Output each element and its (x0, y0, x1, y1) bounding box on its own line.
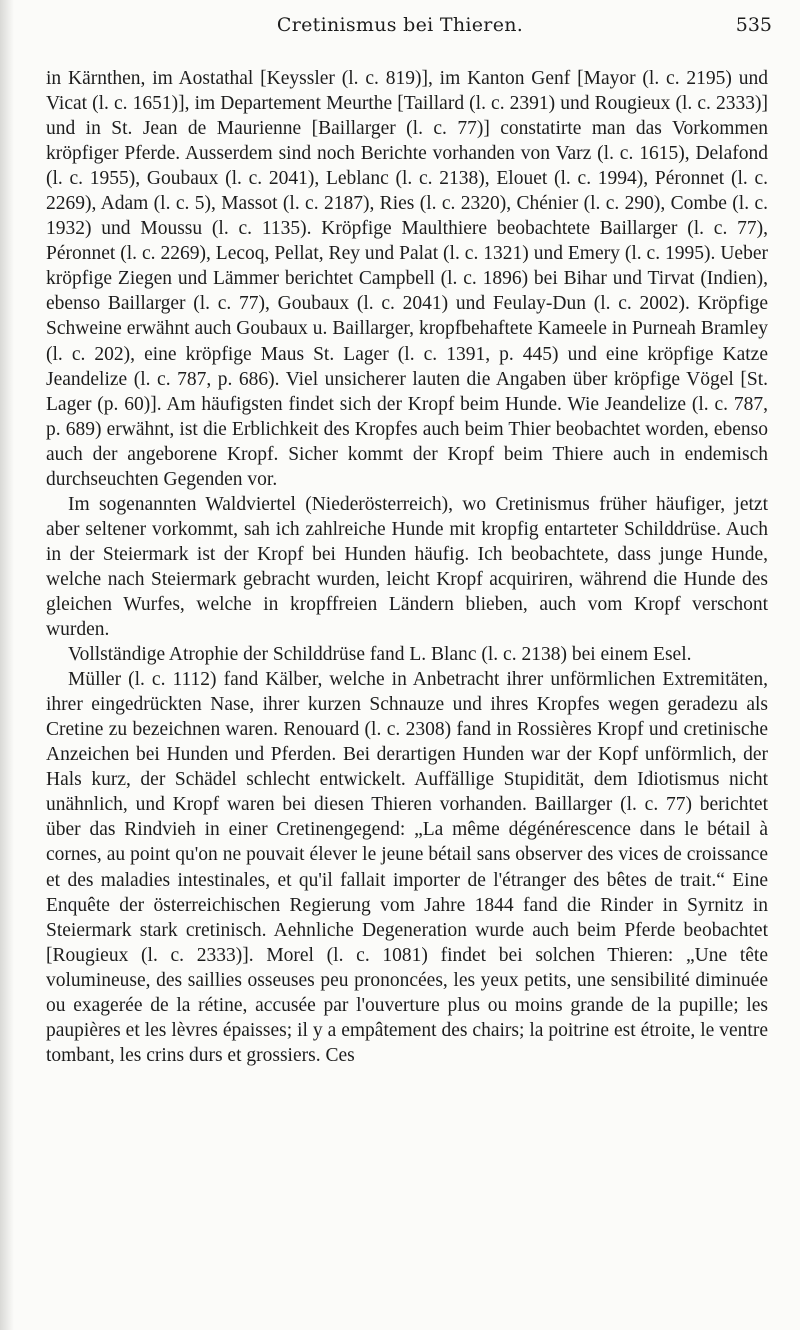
page-edge-shadow (0, 0, 14, 1330)
paragraph-1: in Kärnthen, im Aostathal [Keyssler (l. c. 819)], im Kanton Genf [Mayor (l. c. 2195) und Vicat (l. c. 1651)], im Departement Meurthe [Taillard (l. c. 2391) und Rougieux (l. c. 2333)] und in St. Jean de Maurienne [Baillarger (l. c. 77)] constatirte man das Vorkommen kröpfiger Pferde. Ausserdem sind noch Berichte vorhanden von Varz (l. c. 1615), Delafond (l. c. 1955), Goubaux (l. c. 2041), Leblanc (l. c. 2138), Elouet (l. c. 1994), Péronnet (l. c. 2269), Adam (l. c. 5), Massot (l. c. 2187), Ries (l. c. 2320), Chénier (l. c. 290), Combe (l. c. 1932) und Moussu (l. c. 1135). Kröpfige Maulthiere beobachtete Baillarger (l. c. 77), Péronnet (l. c. 2269), Lecoq, Pellat, Rey und Palat (l. c. 1321) und Emery (l. c. 1995). Ueber kröpfige Ziegen und Lämmer berichtet Campbell (l. c. 1896) bei Bihar und Tirvat (Indien), ebenso Baillarger (l. c. 77), Goubaux (l. c. 2041) und Feulay-Dun (l. c. 2002). Kröpfige Schweine erwähnt auch Goubaux u. Baillarger, kropfbehaftete Kameele in Purneah Bramley (l. c. 202), eine kröpfige Maus St. Lager (l. c. 1391, p. 445) und eine kröpfige Katze Jeandelize (l. c. 787, p. 686). Viel unsicherer lauten die Angaben über kröpfige Vögel [St. Lager (p. 60)]. Am häufigsten findet sich der Kropf beim Hunde. Wie Jeandelize (l. c. 787, p. 689) erwähnt, ist die Erblichkeit des Kropfes auch beim Thier beobachtet worden, ebenso auch der angeborene Kropf. Sicher kommt der Kropf beim Thiere auch in endemisch durchseuchten Gegenden vor. (46, 68, 768, 490)
body-text (46, 66, 768, 1068)
running-head-title: Cretinismus bei Thieren. (276, 14, 524, 36)
paragraph-2: Im sogenannten Waldviertel (Niederösterreich), wo Cretinismus früher häufiger, jetzt aber seltener vorkommt, sah ich zahlreiche Hunde mit kropfig entarteter Schilddrüse. Auch in der Steiermark ist der Kropf bei Hunden häufig. Ich beobachtete, dass junge Hunde, welche nach Steiermark gebracht wurden, leicht Kropf acquiriren, während die Hunde des gleichen Wurfes, welche in kropffreien Ländern blieben, auch vom Kropf verschont wurden. (46, 493, 768, 641)
page-number: 535 (735, 14, 772, 36)
running-head (0, 14, 800, 44)
paragraph-4: Müller (l. c. 1112) fand Kälber, welche in Anbetracht ihrer unförmlichen Extremitäten, ihrer eingedrückten Nase, ihrer kurzen Schnauze und ihres Kropfes wegen geradezu als Cretine zu bezeichnen waren. Renouard (l. c. 2308) fand in Rossières Kropf und cretinische Anzeichen bei Hunden und Pferden. Bei derartigen Hunden war der Kopf unförmlich, der Hals kurz, der Schädel schlecht entwickelt. Auffällige Stupidität, dem Idiotismus nicht unähnlich, und Kropf waren bei diesen Thieren vorhanden. Baillarger (l. c. 77) berichtet über das Rindvieh in einer Cretinengegend: „La même dégénérescence dans le bétail à cornes, au point qu'on ne pouvait élever le jeune bétail sans observer des vices de croissance et des maladies intestinales, et qu'il fallait importer de l'étranger des bêtes de trait.“ Eine Enquête der österreichischen Regierung vom Jahre 1844 fand die Rinder in Syrnitz in Steiermark stark cretinisch. Aehnliche Degeneration wurde auch beim Pferde beobachtet [Rougieux (l. c. 2333)]. Morel (l. c. 1081) findet bei solchen Thieren: „Une tête volumineuse, des saillies osseuses peu prononcées, les yeux petits, une sensibilité diminuée ou exagerée de la rétine, accusée par l'ouverture plus ou moins grande de la pupille; les paupières et les lèvres épaisses; il y a empâtement des chairs; la poitrine est étroite, le ventre tombant, les crins durs et grossiers. Ces (46, 669, 768, 1066)
paragraph-3: Vollständige Atrophie der Schilddrüse fand L. Blanc (l. c. 2138) bei einem Esel. (68, 644, 692, 666)
